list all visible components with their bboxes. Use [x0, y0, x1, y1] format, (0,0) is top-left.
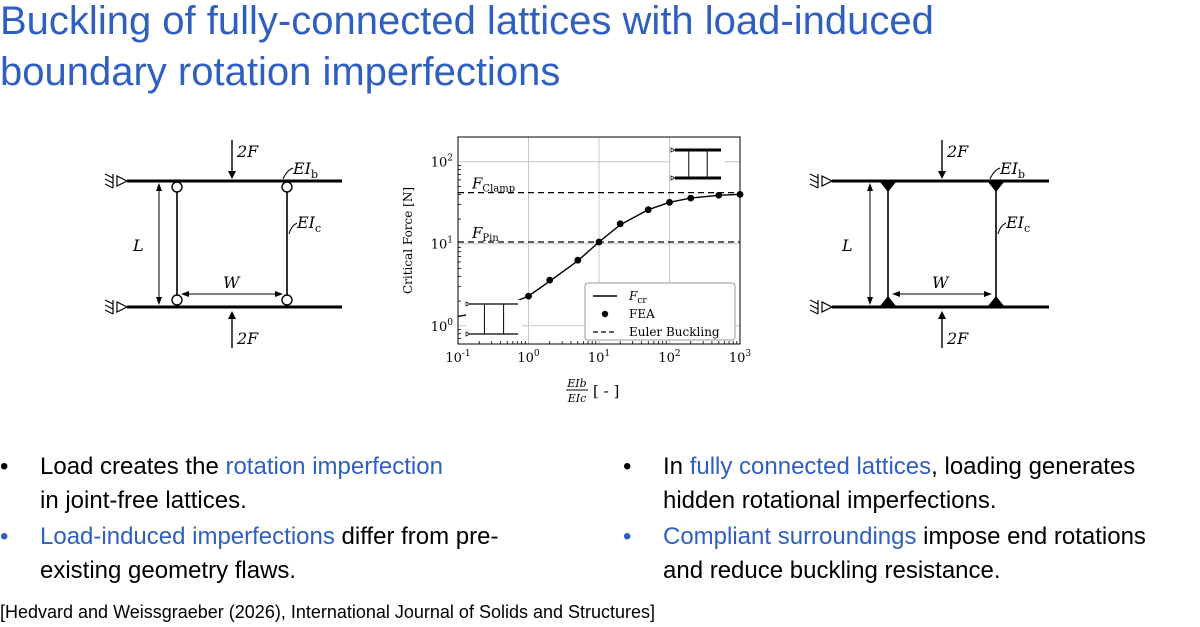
- x-tick-label: $10^1$: [587, 349, 611, 366]
- width-label: W: [932, 273, 949, 292]
- fea-point: [687, 195, 694, 202]
- bullet-marker: •: [0, 453, 9, 480]
- fea-point: [596, 239, 603, 246]
- column-stiffness-label: $EI_c$: [1006, 213, 1031, 235]
- load-label-top: 2F: [237, 142, 259, 161]
- pin-support-bottom: [105, 300, 127, 314]
- right-frame-diagram: [812, 130, 1072, 360]
- bullet-item: [0, 520, 590, 588]
- bullet-marker: •: [623, 453, 632, 480]
- x-tick-label: $10^3$: [728, 349, 752, 366]
- x-axis-label: [566, 377, 619, 405]
- bullet-text: impose end rotations: [916, 523, 1146, 550]
- pin-support-top: [810, 174, 832, 188]
- rigid-joint: [880, 296, 896, 306]
- bullet-item: [623, 450, 1200, 518]
- beam-stiffness-label: $EI_b$: [1000, 159, 1026, 181]
- title-line-1: Buckling of fully-connected lattices with load-induced: [0, 0, 934, 43]
- bullet-highlight: rotation imperfection: [225, 453, 443, 480]
- beam-stiffness-label: $EI_b$: [293, 159, 319, 181]
- inset-frame-icon: [466, 300, 522, 338]
- fea-point: [546, 277, 553, 284]
- x-tick-label: $10^{-1}$: [445, 349, 471, 366]
- fea-point: [715, 192, 722, 199]
- critical-force-chart: [385, 128, 785, 428]
- hinge-joint: [172, 295, 182, 305]
- load-label-bottom: 2F: [237, 329, 259, 348]
- y-tick-label: $10^0$: [430, 317, 453, 335]
- hinge-joint: [282, 295, 292, 305]
- bullet-list-right: [623, 450, 1200, 590]
- bullet-highlight: Compliant surroundings: [663, 523, 917, 550]
- fea-point: [525, 293, 532, 300]
- citation: [Hedvard and Weissgraeber (2026), International Journal of Solids and Structures]: [0, 602, 656, 622]
- x-tick-label: $10^0$: [517, 349, 540, 366]
- fea-point: [666, 199, 673, 206]
- inset-frame-icon: [671, 146, 725, 182]
- pin-support-bottom: [810, 300, 832, 314]
- load-label-bottom: 2F: [947, 329, 969, 348]
- load-label-top: 2F: [947, 142, 969, 161]
- y-tick-label: $10^1$: [430, 235, 453, 253]
- svg-text:EIb: EIb: [567, 377, 587, 390]
- bullet-text: In: [663, 453, 690, 480]
- y-axis-label: Critical Force [N]: [401, 186, 415, 295]
- bullet-text: and reduce buckling resistance.: [663, 557, 1001, 584]
- hinge-joint: [172, 182, 182, 192]
- column-stiffness-label: $EI_c$: [297, 213, 322, 235]
- bullet-item: [623, 520, 1200, 588]
- bullet-list-left: [0, 450, 590, 590]
- bullet-highlight: fully connected lattices: [689, 453, 932, 480]
- left-frame-diagram: [95, 130, 355, 360]
- bullet-text: hidden rotational imperfections.: [663, 487, 997, 514]
- legend-label: Euler Buckling: [629, 325, 720, 339]
- height-label: L: [133, 236, 144, 255]
- svg-text:[ - ]: [ - ]: [593, 382, 620, 400]
- width-label: W: [223, 273, 240, 292]
- fea-point: [737, 191, 744, 198]
- rigid-joint: [988, 296, 1004, 306]
- bullet-marker: •: [623, 523, 632, 550]
- x-tick-label: $10^2$: [658, 349, 681, 366]
- slide-title: [0, 0, 1190, 98]
- bullet-text: Load creates the: [40, 453, 226, 480]
- euler-annotation: $F_{Pin}$: [472, 224, 499, 245]
- title-line-2: boundary rotation imperfections: [0, 50, 561, 94]
- legend-label: $F_{cr}$: [629, 289, 647, 306]
- fea-point: [645, 206, 652, 213]
- svg-text:EIc: EIc: [567, 392, 587, 405]
- fea-point: [617, 220, 624, 227]
- bullet-text: differ from pre-: [334, 523, 499, 550]
- height-label: L: [842, 236, 853, 255]
- bullet-text: in joint-free lattices.: [40, 487, 247, 514]
- rigid-joint: [988, 182, 1004, 192]
- bullet-marker: •: [0, 523, 9, 550]
- legend-swatch-marker: [602, 311, 608, 317]
- bullet-item: [0, 450, 590, 518]
- y-tick-label: $10^2$: [430, 153, 453, 171]
- legend-label: FEA: [629, 307, 655, 321]
- rigid-joint: [880, 182, 896, 192]
- bullet-text: existing geometry flaws.: [40, 557, 297, 584]
- euler-annotation: $F_{Clamp}$: [472, 174, 516, 195]
- bullet-highlight: Load-induced imperfections: [40, 523, 335, 550]
- bullet-text: , loading generates: [931, 453, 1136, 480]
- fea-point: [574, 257, 581, 264]
- pin-support-top: [105, 174, 127, 188]
- hinge-joint: [282, 182, 292, 192]
